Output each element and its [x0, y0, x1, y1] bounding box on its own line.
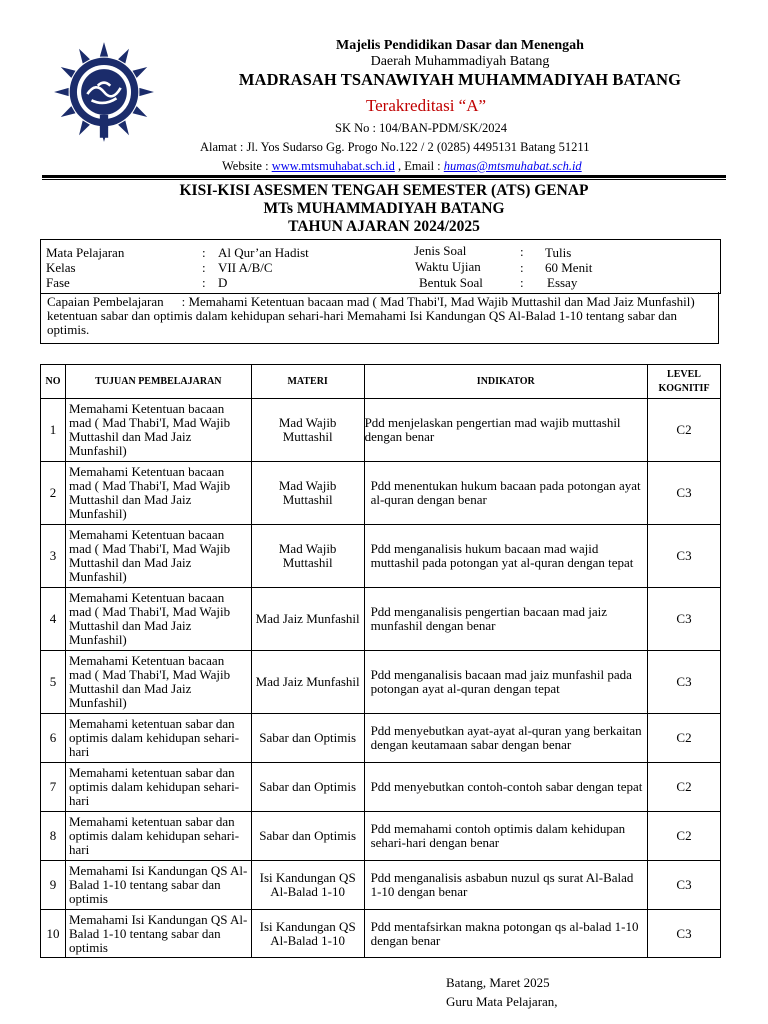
doc-title-1: KISI-KISI ASESMEN TENGAH SEMESTER (ATS) GENAP — [179, 182, 589, 199]
info-sep: : — [520, 260, 524, 275]
info-label: Waktu Ujian — [415, 259, 481, 274]
col-header-tujuan: TUJUAN PEMBELAJARAN — [65, 365, 251, 399]
row-indikator: Pdd menganalisis hukum bacaan mad wajid muttashil pada potongan yat al-quran dengan tepat — [364, 525, 647, 588]
col-header-level: LEVEL KOGNITIF — [648, 365, 721, 399]
row-tujuan: Memahami Ketentuan bacaan mad ( Mad Thabi'I, Mad Wajib Muttashil dan Mad Jaiz Munfashil) — [65, 525, 251, 588]
org-line-2: Daerah Muhammadiyah Batang — [370, 54, 550, 69]
table-row — [41, 651, 721, 714]
row-level: C3 — [648, 588, 721, 651]
table-row — [41, 588, 721, 651]
website-link[interactable]: www.mtsmuhabat.sch.id — [271, 159, 395, 173]
row-indikator: Pdd menyebutkan ayat-ayat al-quran yang berkaitan dengan keutamaan sabar dengan benar — [364, 714, 647, 763]
header-rule-thin — [42, 179, 726, 180]
table-row — [41, 910, 721, 958]
org-line-1: Majelis Pendidikan Dasar dan Menengah — [336, 38, 584, 53]
row-tujuan: Memahami ketentuan sabar dan optimis dalam kehidupan sehari-hari — [65, 714, 251, 763]
row-indikator: Pdd menganalisis pengertian bacaan mad jaiz munfashil dengan benar — [364, 588, 647, 651]
info-sep: : — [202, 275, 206, 290]
info-label: Fase — [46, 275, 70, 290]
row-level: C3 — [648, 910, 721, 958]
table-row — [41, 812, 721, 861]
row-indikator: Pdd menganalisis asbabun nuzul qs surat Al-Balad 1-10 dengan benar — [364, 861, 647, 910]
row-indikator: Pdd mentafsirkan makna potongan qs al-balad 1-10 dengan benar — [364, 910, 647, 958]
row-no: 2 — [41, 462, 66, 525]
info-sep: : — [520, 275, 524, 290]
row-level: C2 — [648, 812, 721, 861]
email-label: , Email : — [394, 159, 444, 173]
col-header-indikator: INDIKATOR — [364, 365, 647, 399]
row-materi: Mad Wajib Muttashil — [251, 462, 364, 525]
row-no: 6 — [41, 714, 66, 763]
row-materi: Isi Kandungan QS Al-Balad 1-10 — [251, 861, 364, 910]
info-sep: : — [202, 260, 206, 275]
website-label: Website : — [222, 159, 272, 173]
row-materi: Sabar dan Optimis — [251, 812, 364, 861]
info-value: Al Qur’an Hadist — [218, 245, 309, 260]
row-indikator: Pdd menganalisis bacaan mad jaiz munfashil pada potongan ayat al-quran dengan tepat — [364, 651, 647, 714]
row-materi: Mad Wajib Muttashil — [251, 399, 364, 462]
row-no: 7 — [41, 763, 66, 812]
row-tujuan: Memahami Ketentuan bacaan mad ( Mad Thabi'I, Mad Wajib Muttashil dan Mad Jaiz Munfashil) — [65, 399, 251, 462]
row-level: C3 — [648, 525, 721, 588]
col-header-materi: MATERI — [251, 365, 364, 399]
row-level: C2 — [648, 714, 721, 763]
signature-role: Guru Mata Pelajaran, — [446, 994, 558, 1009]
sk-number: SK No : 104/BAN-PDM/SK/2024 — [335, 121, 507, 135]
row-no: 4 — [41, 588, 66, 651]
row-indikator: Pdd menyebutkan contoh-contoh sabar dengan tepat — [364, 763, 647, 812]
info-box — [40, 239, 721, 294]
contact-line — [222, 159, 642, 174]
info-value: VII A/B/C — [218, 260, 273, 275]
capaian-pembelajaran — [40, 292, 719, 344]
info-sep: : — [202, 245, 206, 260]
row-materi: Isi Kandungan QS Al-Balad 1-10 — [251, 910, 364, 958]
table-row — [41, 861, 721, 910]
cp-label: Capaian Pembelajaran — [47, 294, 164, 309]
info-sep: : — [520, 244, 524, 259]
row-tujuan: Memahami ketentuan sabar dan optimis dalam kehidupan sehari-hari — [65, 812, 251, 861]
info-value: 60 Menit — [545, 260, 593, 275]
table-row — [41, 714, 721, 763]
row-tujuan: Memahami Isi Kandungan QS Al-Balad 1-10 tentang sabar dan optimis — [65, 861, 251, 910]
row-level: C2 — [648, 399, 721, 462]
row-tujuan: Memahami Isi Kandungan QS Al-Balad 1-10 tentang sabar dan optimis — [65, 910, 251, 958]
row-no: 1 — [41, 399, 66, 462]
row-materi: Mad Jaiz Munfashil — [251, 588, 364, 651]
row-indikator: Pdd memahami contoh optimis dalam kehidupan sehari-hari dengan benar — [364, 812, 647, 861]
col-header-no: NO — [41, 365, 66, 399]
cp-text: : Memahami Ketentuan bacaan mad ( Mad Thabi'I, Mad Wajib Muttashil dan Mad Jaiz Munfashil) ketentuan sabar dan optimis dalam kehidupan sehari-hari Memahami Isi Kandungan QS Al-Balad 1-10 tentang sabar dan optimis. — [47, 294, 695, 337]
row-materi: Mad Wajib Muttashil — [251, 525, 364, 588]
info-label: Mata Pelajaran — [46, 245, 125, 260]
row-tujuan: Memahami Ketentuan bacaan mad ( Mad Thabi'I, Mad Wajib Muttashil dan Mad Jaiz Munfashil) — [65, 651, 251, 714]
table-row — [41, 525, 721, 588]
row-no: 5 — [41, 651, 66, 714]
row-level: C2 — [648, 763, 721, 812]
info-value: D — [218, 275, 228, 290]
table-header-row — [41, 365, 721, 399]
row-no: 3 — [41, 525, 66, 588]
table-row — [41, 462, 721, 525]
info-label: Jenis Soal — [414, 243, 467, 258]
row-level: C3 — [648, 651, 721, 714]
doc-title-3: TAHUN AJARAN 2024/2025 — [288, 218, 480, 235]
row-no: 9 — [41, 861, 66, 910]
table-row — [41, 763, 721, 812]
row-materi: Sabar dan Optimis — [251, 763, 364, 812]
accreditation: Terakreditasi “A” — [365, 96, 487, 115]
row-materi: Sabar dan Optimis — [251, 714, 364, 763]
email-link[interactable]: humas@mtsmuhabat.sch.id — [443, 159, 582, 173]
row-level: C3 — [648, 861, 721, 910]
row-tujuan: Memahami Ketentuan bacaan mad ( Mad Thabi'I, Mad Wajib Muttashil dan Mad Jaiz Munfashil) — [65, 588, 251, 651]
info-value: Tulis — [545, 245, 572, 260]
row-materi: Mad Jaiz Munfashil — [251, 651, 364, 714]
info-label: Kelas — [46, 260, 76, 275]
row-indikator: Pdd menentukan hukum bacaan pada potongan ayat al-quran dengan benar — [364, 462, 647, 525]
info-value: Essay — [547, 275, 578, 290]
row-tujuan: Memahami Ketentuan bacaan mad ( Mad Thabi'I, Mad Wajib Muttashil dan Mad Jaiz Munfashil) — [65, 462, 251, 525]
row-indikator: Pdd menjelaskan pengertian mad wajib muttashil dengan benar — [364, 399, 647, 462]
row-no: 10 — [41, 910, 66, 958]
info-label: Bentuk Soal — [419, 275, 483, 290]
doc-title-2: MTs MUHAMMADIYAH BATANG — [263, 200, 505, 217]
muhammadiyah-logo — [52, 40, 156, 144]
row-no: 8 — [41, 812, 66, 861]
table-row — [41, 399, 721, 462]
row-tujuan: Memahami ketentuan sabar dan optimis dalam kehidupan sehari-hari — [65, 763, 251, 812]
kisi-table — [40, 364, 721, 958]
school-name: MADRASAH TSANAWIYAH MUHAMMADIYAH BATANG — [238, 70, 682, 89]
signature-place-date: Batang, Maret 2025 — [446, 975, 550, 990]
address: Alamat : Jl. Yos Sudarso Gg. Progo No.122 / 2 (0285) 4495131 Batang 51211 — [200, 140, 590, 154]
header-rule-thick — [42, 175, 726, 178]
row-level: C3 — [648, 462, 721, 525]
